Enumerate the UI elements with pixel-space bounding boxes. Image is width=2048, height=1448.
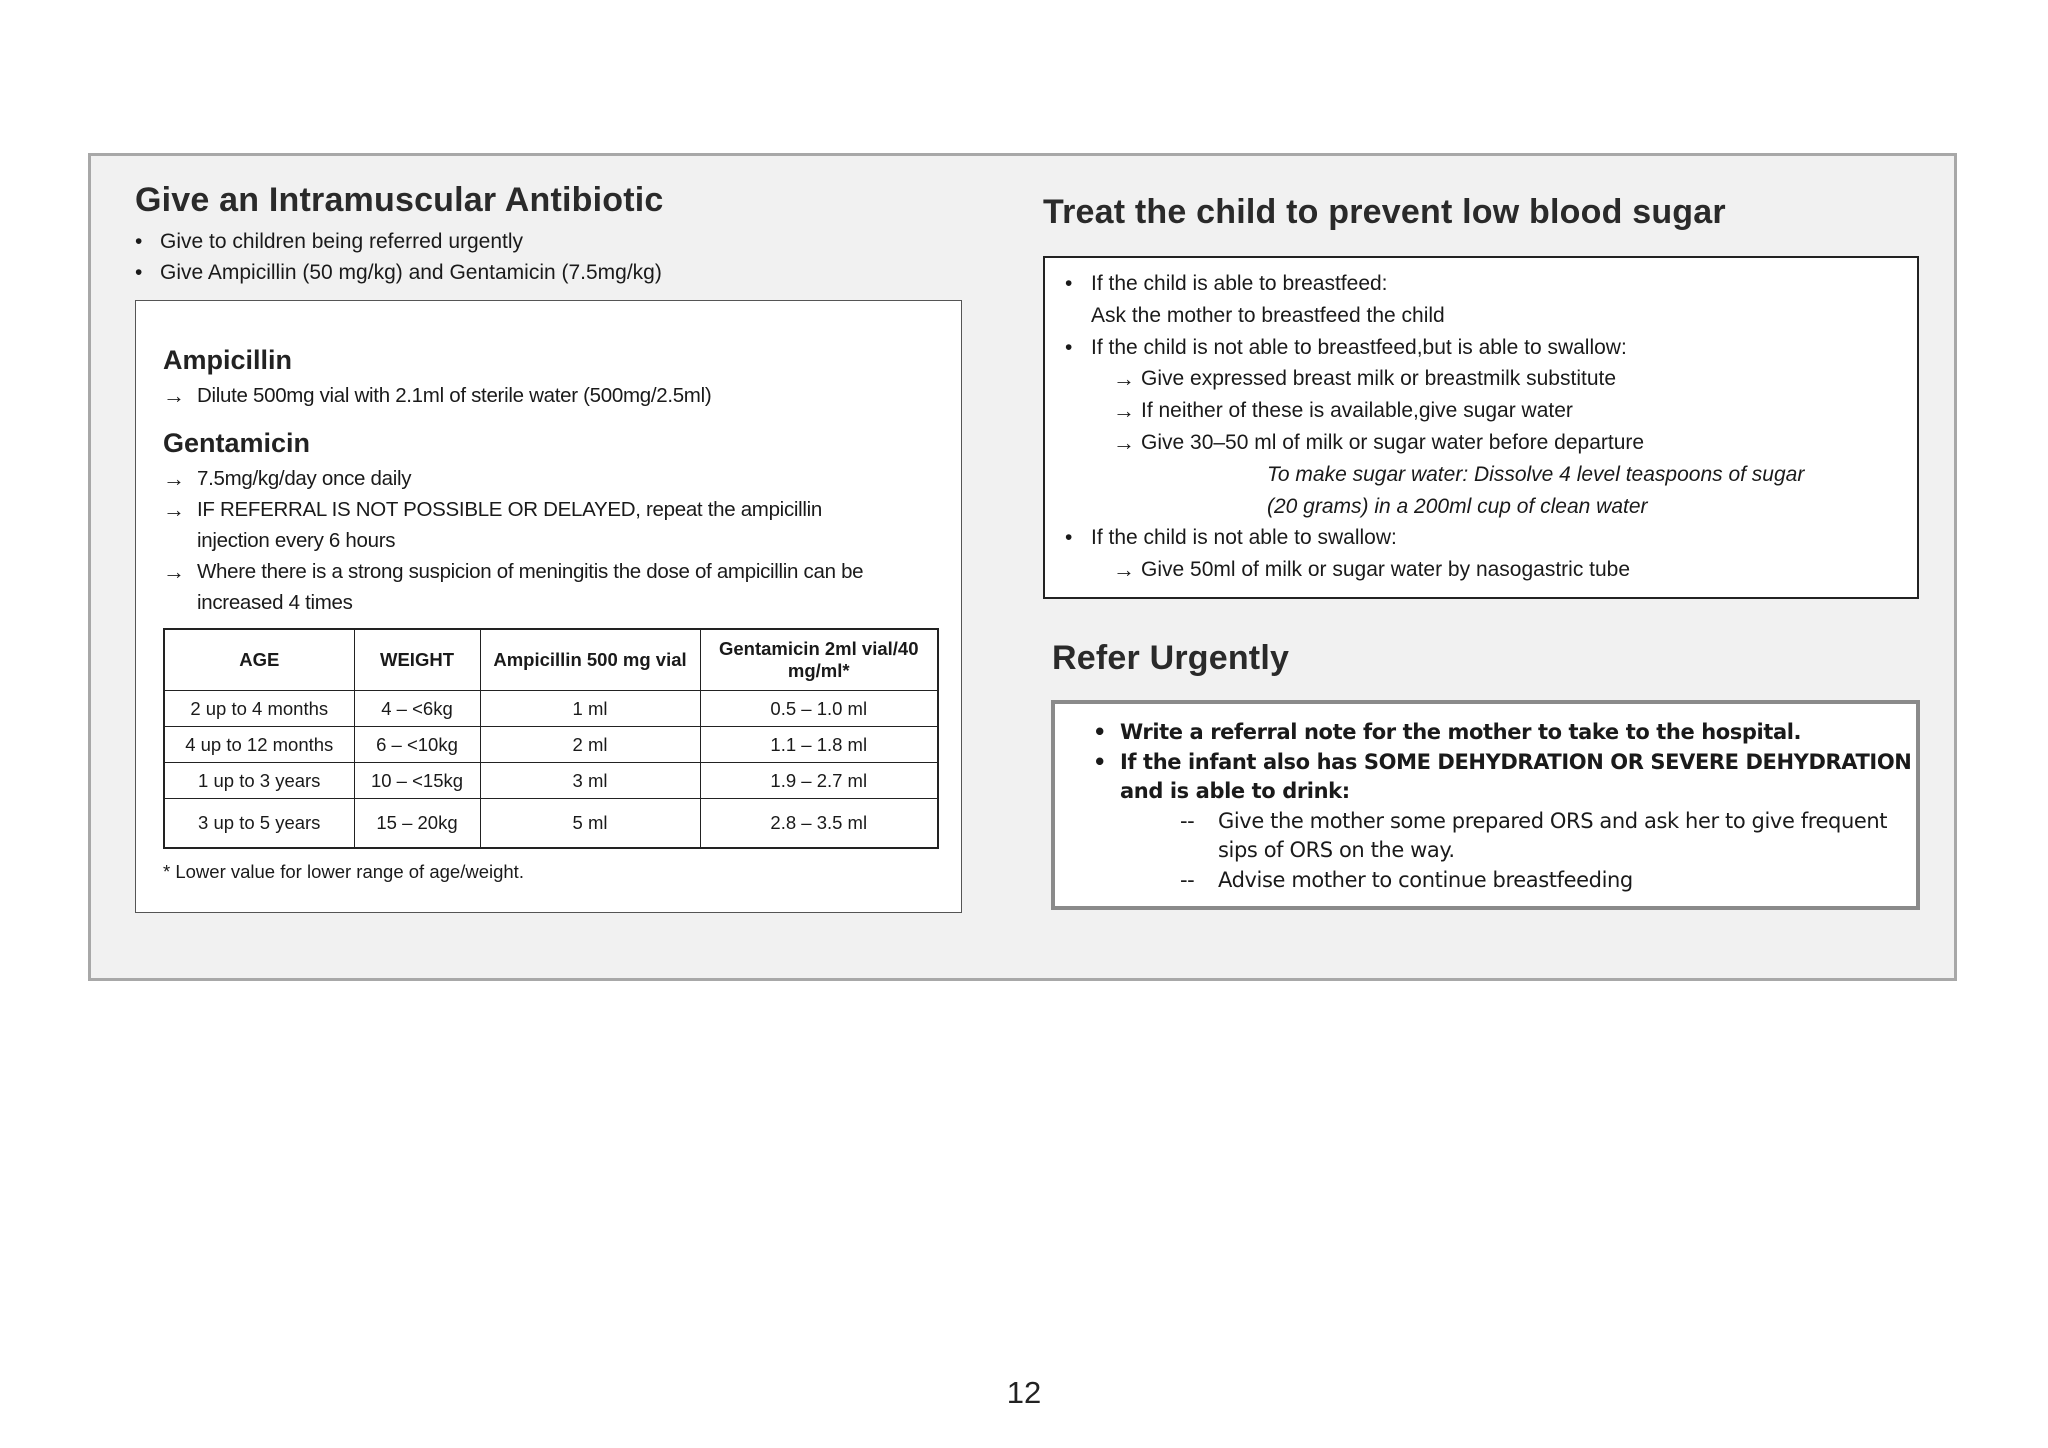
list-item-text: Give expressed breast milk or breastmilk substitute: [1141, 367, 1617, 391]
column-header-gentamicin: Gentamicin 2ml vial/40 mg/ml*: [700, 629, 938, 691]
dosage-table: [163, 628, 939, 849]
table-cell: 5 ml: [480, 799, 700, 849]
table-cell: 0.5 – 1.0 ml: [700, 691, 938, 727]
list-item: [1065, 522, 1917, 554]
list-item: [163, 380, 939, 411]
list-item: [1093, 718, 1916, 748]
dash-icon: --: [1180, 867, 1195, 892]
arrow-right-icon: →: [1113, 557, 1135, 583]
table-cell: 10 – <15kg: [354, 763, 480, 799]
column-header-age: AGE: [164, 629, 354, 691]
gentamicin-heading: Gentamicin: [163, 428, 311, 458]
list-item-text: If the child is not able to breastfeed,but is able to swallow:: [1091, 335, 1627, 359]
list-item: [1065, 395, 1917, 427]
table-cell: 3 up to 5 years: [164, 799, 354, 849]
low-blood-sugar-box: [1043, 256, 1919, 599]
arrow-right-icon: →: [163, 559, 185, 584]
table-cell: 4 – <6kg: [354, 691, 480, 727]
bullet-icon: •: [1093, 749, 1107, 774]
list-item: [163, 556, 939, 587]
list-item: [1093, 807, 1916, 837]
table-row: [164, 763, 938, 799]
list-item-text: Where there is a strong suspicion of meningitis the dose of ampicillin can be: [197, 560, 864, 583]
arrow-right-icon: →: [163, 383, 185, 408]
list-item: [163, 494, 939, 525]
refer-urgently-box: [1051, 700, 1920, 910]
list-item-continuation: [163, 525, 939, 556]
column-header-ampicillin: Ampicillin 500 mg vial: [480, 629, 700, 691]
table-cell: 1.9 – 2.7 ml: [700, 763, 938, 799]
list-item-text: If the infant also has SOME DEHYDRATION OR SEVERE DEHYDRATION: [1120, 749, 1912, 774]
list-item-continuation: and is able to drink:: [1120, 779, 1350, 803]
list-item-text: If the child is able to breastfeed:: [1091, 272, 1388, 295]
list-item-text: 7.5mg/kg/day once daily: [197, 467, 412, 490]
table-cell: 1.1 – 1.8 ml: [700, 727, 938, 763]
table-cell: 2 up to 4 months: [164, 691, 354, 727]
list-item-text: If neither of these is available,give sugar water: [1141, 399, 1573, 423]
list-item: [1065, 363, 1917, 395]
list-item: [1093, 866, 1916, 896]
list-item: [1093, 748, 1916, 778]
table-header-row: [164, 629, 938, 691]
bullet-icon: •: [1065, 272, 1073, 295]
column-header-weight: WEIGHT: [354, 629, 480, 691]
table-cell: 1 up to 3 years: [164, 763, 354, 799]
refer-title: Refer Urgently: [1052, 639, 1290, 677]
table-cell: 1 ml: [480, 691, 700, 727]
arrow-right-icon: →: [1113, 429, 1135, 455]
gentamicin-list: [163, 463, 939, 618]
arrow-right-icon: →: [1113, 398, 1135, 424]
arrow-right-icon: →: [163, 497, 185, 522]
right-column: [1043, 181, 1923, 910]
ampicillin-heading: Ampicillin: [163, 345, 293, 375]
antibiotic-bullets: [135, 226, 961, 288]
list-item-text: If the child is not able to swallow:: [1091, 526, 1397, 550]
ampicillin-list: [163, 380, 939, 411]
list-item: • Give Ampicillin (50 mg/kg) and Gentamicin (7.5mg/kg): [135, 257, 961, 288]
sugar-title: Treat the child to prevent low blood sugar: [1043, 193, 1726, 231]
list-item: [1065, 268, 1917, 300]
list-item-text: IF REFERRAL IS NOT POSSIBLE OR DELAYED, repeat the ampicillin: [197, 498, 823, 521]
list-item-continuation: Ask the mother to breastfeed the child: [1091, 303, 1445, 327]
content-panel: [88, 153, 1957, 981]
bullet-icon: •: [1065, 335, 1073, 359]
list-item-continuation: [163, 587, 939, 618]
arrow-right-icon: →: [1113, 366, 1135, 392]
bullet-icon: •: [1093, 720, 1107, 744]
table-cell: 15 – 20kg: [354, 799, 480, 849]
table-row: [164, 727, 938, 763]
list-item-text: Give 50ml of milk or sugar water by nasogastric tube: [1141, 558, 1631, 582]
table-row: [164, 799, 938, 849]
list-item: [1065, 427, 1917, 459]
list-item-text: Dilute 500mg vial with 2.1ml of sterile water (500mg/2.5ml): [197, 384, 712, 407]
list-item-continuation: sips of ORS on the way.: [1218, 838, 1455, 862]
bullet-icon: •: [1065, 526, 1073, 550]
table-row: [164, 691, 938, 727]
table-cell: 3 ml: [480, 763, 700, 799]
list-item: [1065, 554, 1917, 586]
antibiotic-section: [135, 181, 961, 913]
list-item-text: Write a referral note for the mother to take to the hospital.: [1120, 720, 1802, 744]
sugar-water-note: To make sugar water: Dissolve 4 level teaspoons of sugar: [1267, 462, 1805, 486]
sugar-water-note: (20 grams) in a 200ml cup of clean water: [1267, 494, 1648, 518]
antibiotic-title: Give an Intramuscular Antibiotic: [135, 181, 664, 219]
page-number: 12: [1006, 1375, 1042, 1410]
list-item: • Give to children being referred urgently: [135, 226, 961, 257]
table-cell: 2.8 – 3.5 ml: [700, 799, 938, 849]
table-cell: 4 up to 12 months: [164, 727, 354, 763]
list-item-text: Advise mother to continue breastfeeding: [1218, 867, 1633, 892]
list-item-text: Give 30–50 ml of milk or sugar water before departure: [1141, 430, 1645, 454]
list-item-text: injection every 6 hours: [197, 529, 396, 552]
table-cell: 2 ml: [480, 727, 700, 763]
dash-icon: --: [1180, 808, 1195, 833]
list-item: [1065, 332, 1917, 364]
antibiotic-box: [135, 300, 962, 913]
table-cell: 6 – <10kg: [354, 727, 480, 763]
table-footnote: * Lower value for lower range of age/weight.: [163, 861, 524, 882]
list-item-text: increased 4 times: [197, 591, 353, 614]
arrow-right-icon: →: [163, 466, 185, 491]
list-item: [163, 463, 939, 494]
list-item-text: Give the mother some prepared ORS and ask her to give frequent: [1218, 808, 1888, 833]
